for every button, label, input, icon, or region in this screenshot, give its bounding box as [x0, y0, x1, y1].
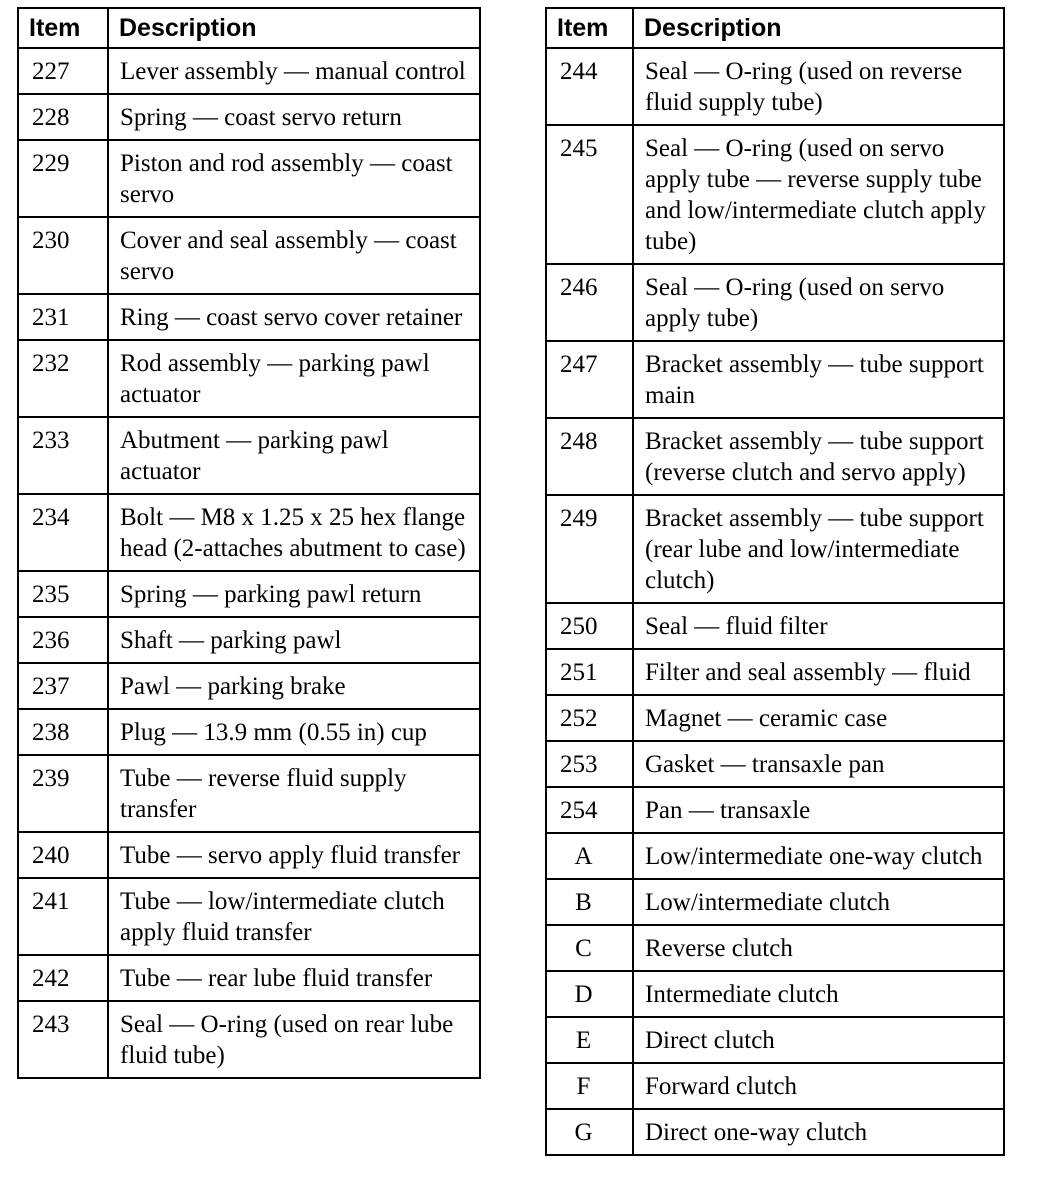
- item-description: Bracket assembly — tube support (reverse clutch and servo apply): [633, 418, 1004, 495]
- item-description: Plug — 13.9 mm (0.55 in) cup: [108, 709, 480, 755]
- item-number: 241: [18, 878, 108, 955]
- item-number: 253: [546, 741, 633, 787]
- header-row: [18, 8, 480, 48]
- item-description: Direct one-way clutch: [633, 1109, 1004, 1155]
- item-number: 237: [18, 663, 108, 709]
- table-row: [18, 94, 480, 140]
- item-number: D: [546, 971, 633, 1017]
- table-row: [18, 832, 480, 878]
- item-description: Bolt — M8 x 1.25 x 25 hex flange head (2-attaches abutment to case): [108, 494, 480, 571]
- table-row: [546, 264, 1004, 341]
- description-column-header: Description: [633, 8, 1004, 48]
- table-row: [546, 418, 1004, 495]
- table-row: [546, 649, 1004, 695]
- table-row: [18, 140, 480, 217]
- table-row: [546, 1063, 1004, 1109]
- table-row: [18, 217, 480, 294]
- item-description: Gasket — transaxle pan: [633, 741, 1004, 787]
- item-number: 250: [546, 603, 633, 649]
- item-description: Low/intermediate one-way clutch: [633, 833, 1004, 879]
- item-number: 235: [18, 571, 108, 617]
- table-row: [18, 340, 480, 417]
- item-description: Low/intermediate clutch: [633, 879, 1004, 925]
- item-description: Abutment — parking pawl actuator: [108, 417, 480, 494]
- table-row: [18, 48, 480, 94]
- table-row: [18, 1001, 480, 1078]
- item-description: Tube — low/intermediate clutch apply fluid transfer: [108, 878, 480, 955]
- item-number: 232: [18, 340, 108, 417]
- item-number: 242: [18, 955, 108, 1001]
- table-row: [18, 755, 480, 832]
- item-description: Bracket assembly — tube support (rear lube and low/intermediate clutch): [633, 495, 1004, 603]
- item-description: Bracket assembly — tube support main: [633, 341, 1004, 418]
- item-description: Intermediate clutch: [633, 971, 1004, 1017]
- parts-table-left: [17, 7, 481, 1079]
- item-number: C: [546, 925, 633, 971]
- item-description: Pawl — parking brake: [108, 663, 480, 709]
- item-number: 236: [18, 617, 108, 663]
- item-number: 230: [18, 217, 108, 294]
- table-row: [18, 878, 480, 955]
- table-row: [546, 971, 1004, 1017]
- table-row: [546, 341, 1004, 418]
- item-description: Tube — reverse fluid supply transfer: [108, 755, 480, 832]
- table-row: [18, 955, 480, 1001]
- item-description: Tube — rear lube fluid transfer: [108, 955, 480, 1001]
- header-row: [546, 8, 1004, 48]
- item-number: E: [546, 1017, 633, 1063]
- item-description: Direct clutch: [633, 1017, 1004, 1063]
- item-description: Seal — O-ring (used on reverse fluid supply tube): [633, 48, 1004, 125]
- item-description: Ring — coast servo cover retainer: [108, 294, 480, 340]
- table-row: [18, 617, 480, 663]
- item-number: 246: [546, 264, 633, 341]
- item-description: Filter and seal assembly — fluid: [633, 649, 1004, 695]
- table-row: [18, 417, 480, 494]
- item-description: Tube — servo apply fluid transfer: [108, 832, 480, 878]
- item-number: 238: [18, 709, 108, 755]
- table-row: [18, 294, 480, 340]
- item-number: B: [546, 879, 633, 925]
- item-description: Spring — parking pawl return: [108, 571, 480, 617]
- item-description: Seal — O-ring (used on servo apply tube — reverse supply tube and low/intermediate clutch apply tube): [633, 125, 1004, 264]
- table-row: [546, 925, 1004, 971]
- item-number: 249: [546, 495, 633, 603]
- item-number: G: [546, 1109, 633, 1155]
- item-number: 227: [18, 48, 108, 94]
- table-row: [546, 125, 1004, 264]
- item-description: Piston and rod assembly — coast servo: [108, 140, 480, 217]
- table-row: [546, 787, 1004, 833]
- parts-table-right-body: [546, 48, 1004, 1155]
- table-row: [546, 1109, 1004, 1155]
- item-number: 228: [18, 94, 108, 140]
- table-row: [546, 1017, 1004, 1063]
- item-description: Shaft — parking pawl: [108, 617, 480, 663]
- item-number: 245: [546, 125, 633, 264]
- item-description: Seal — fluid filter: [633, 603, 1004, 649]
- description-column-header: Description: [108, 8, 480, 48]
- item-number: 247: [546, 341, 633, 418]
- item-description: Cover and seal assembly — coast servo: [108, 217, 480, 294]
- item-number: 239: [18, 755, 108, 832]
- table-row: [18, 571, 480, 617]
- item-number: F: [546, 1063, 633, 1109]
- table-row: [546, 879, 1004, 925]
- table-row: [546, 495, 1004, 603]
- item-number: 240: [18, 832, 108, 878]
- item-number: 234: [18, 494, 108, 571]
- table-row: [18, 709, 480, 755]
- item-number: 244: [546, 48, 633, 125]
- item-description: Rod assembly — parking pawl actuator: [108, 340, 480, 417]
- item-number: 229: [18, 140, 108, 217]
- item-number: 231: [18, 294, 108, 340]
- item-number: 254: [546, 787, 633, 833]
- parts-table-left-body: [18, 48, 480, 1078]
- table-row: [18, 494, 480, 571]
- item-description: Reverse clutch: [633, 925, 1004, 971]
- table-row: [546, 603, 1004, 649]
- item-number: 248: [546, 418, 633, 495]
- item-number: 251: [546, 649, 633, 695]
- table-row: [546, 48, 1004, 125]
- parts-table-right: [545, 7, 1005, 1156]
- item-description: Seal — O-ring (used on servo apply tube): [633, 264, 1004, 341]
- item-description: Seal — O-ring (used on rear lube fluid tube): [108, 1001, 480, 1078]
- item-number: 233: [18, 417, 108, 494]
- item-number: A: [546, 833, 633, 879]
- item-description: Magnet — ceramic case: [633, 695, 1004, 741]
- table-row: [546, 741, 1004, 787]
- item-column-header: Item: [546, 8, 633, 48]
- item-description: Spring — coast servo return: [108, 94, 480, 140]
- table-row: [18, 663, 480, 709]
- item-description: Pan — transaxle: [633, 787, 1004, 833]
- item-description: Lever assembly — manual control: [108, 48, 480, 94]
- item-description: Forward clutch: [633, 1063, 1004, 1109]
- item-number: 252: [546, 695, 633, 741]
- table-row: [546, 695, 1004, 741]
- item-number: 243: [18, 1001, 108, 1078]
- table-row: [546, 833, 1004, 879]
- item-column-header: Item: [18, 8, 108, 48]
